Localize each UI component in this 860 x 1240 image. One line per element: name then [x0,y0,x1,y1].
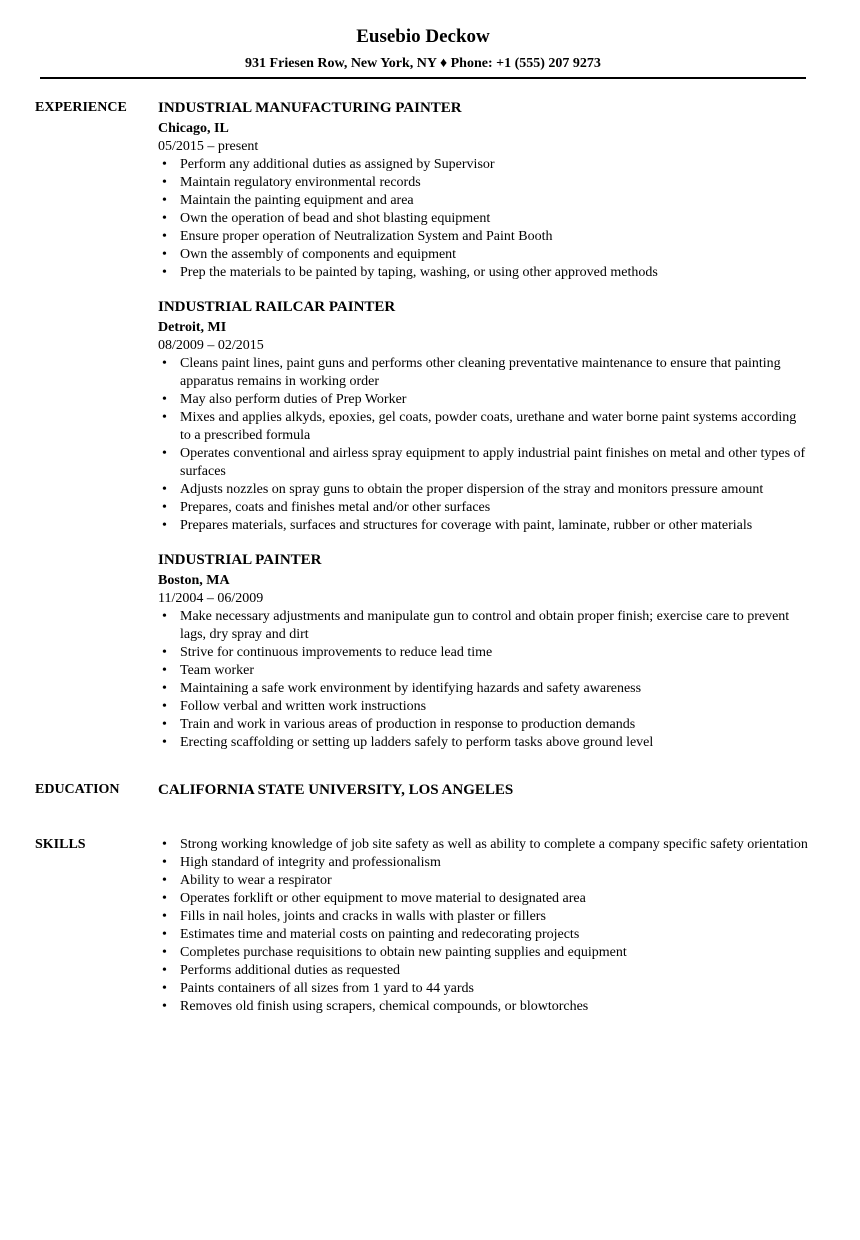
job-duty-item: • Cleans paint lines, paint guns and performs other cleaning preventative maintenance to ensure that painting apparatus remains in working order [158,355,810,391]
job-location: Chicago, IL [158,121,229,136]
job-title: INDUSTRIAL PAINTER [158,552,322,568]
job-duty-item: • Ensure proper operation of Neutralization System and Paint Booth [158,228,810,246]
job-entry [158,551,810,752]
skill-item: • Estimates time and material costs on painting and redecorating projects [158,926,810,944]
skills-list [158,836,810,1016]
job-dates: 11/2004 – 06/2009 [158,591,264,606]
education-school: CALIFORNIA STATE UNIVERSITY, LOS ANGELES [158,782,514,798]
job-entry [158,99,810,282]
job-duty-item: • Own the assembly of components and equipment [158,246,810,264]
skill-item: • High standard of integrity and professionalism [158,854,810,872]
section-label-education: EDUCATION [35,782,120,797]
skill-item: • Completes purchase requisitions to obtain new painting supplies and equipment [158,944,810,962]
job-duty-item: • Mixes and applies alkyds, epoxies, gel coats, powder coats, urethane and water borne paint systems according to a prescribed formula [158,409,810,445]
job-entry [158,298,810,535]
section-label-experience: EXPERIENCE [35,100,127,115]
job-duty-item: • Maintain regulatory environmental records [158,174,810,192]
job-duty-item: • Team worker [158,662,810,680]
job-location: Detroit, MI [158,320,227,335]
skill-item: • Removes old finish using scrapers, chemical compounds, or blowtorches [158,998,810,1016]
job-duty-item: • Perform any additional duties as assigned by Supervisor [158,156,810,174]
job-duty-item: • Follow verbal and written work instructions [158,698,810,716]
job-duty-item: • Strive for continuous improvements to reduce lead time [158,644,810,662]
resume-header [0,26,846,72]
section-label-skills: SKILLS [35,837,86,852]
job-duty-item: • Prep the materials to be painted by taping, washing, or using other approved methods [158,264,810,282]
job-duty-item: • Operates conventional and airless spray equipment to apply industrial paint finishes on metal and other types of surfaces [158,445,810,481]
job-dates: 08/2009 – 02/2015 [158,338,264,353]
job-dates: 05/2015 – present [158,139,259,154]
education-body [158,781,810,799]
job-duty-item: • Prepares, coats and finishes metal and/or other surfaces [158,499,810,517]
job-location: Boston, MA [158,573,230,588]
skill-item: • Performs additional duties as requested [158,962,810,980]
job-duty-item: • Erecting scaffolding or setting up ladders safely to perform tasks above ground level [158,734,810,752]
job-duty-item: • Maintain the painting equipment and area [158,192,810,210]
job-duty-item: • Train and work in various areas of production in response to production demands [158,716,810,734]
job-duties-list [158,156,810,282]
job-duty-item: • Adjusts nozzles on spray guns to obtain the proper dispersion of the stray and monitors pressure amount [158,481,810,499]
skill-item: • Paints containers of all sizes from 1 yard to 44 yards [158,980,810,998]
job-title: INDUSTRIAL MANUFACTURING PAINTER [158,100,462,116]
job-duty-item: • Own the operation of bead and shot blasting equipment [158,210,810,228]
skill-item: • Operates forklift or other equipment to move material to designated area [158,890,810,908]
job-duty-item: • Prepares materials, surfaces and structures for coverage with paint, laminate, rubber or other materials [158,517,810,535]
contact-line: 931 Friesen Row, New York, NY ♦ Phone: +1 (555) 207 9273 [245,56,601,71]
skills-body [158,836,810,1016]
job-duty-item: • Make necessary adjustments and manipulate gun to control and obtain proper finish; exercise care to prevent lags, dry spray and dirt [158,608,810,644]
job-duties-list [158,355,810,535]
job-duty-item: • Maintaining a safe work environment by identifying hazards and safety awareness [158,680,810,698]
candidate-name: Eusebio Deckow [356,26,490,47]
job-duty-item: • May also perform duties of Prep Worker [158,391,810,409]
skill-item: • Strong working knowledge of job site safety as well as ability to complete a company specific safety orientation [158,836,810,854]
skill-item: • Fills in nail holes, joints and cracks in walls with plaster or fillers [158,908,810,926]
job-duties-list [158,608,810,752]
skill-item: • Ability to wear a respirator [158,872,810,890]
experience-list [158,99,810,768]
job-title: INDUSTRIAL RAILCAR PAINTER [158,299,396,315]
header-divider [40,77,806,79]
